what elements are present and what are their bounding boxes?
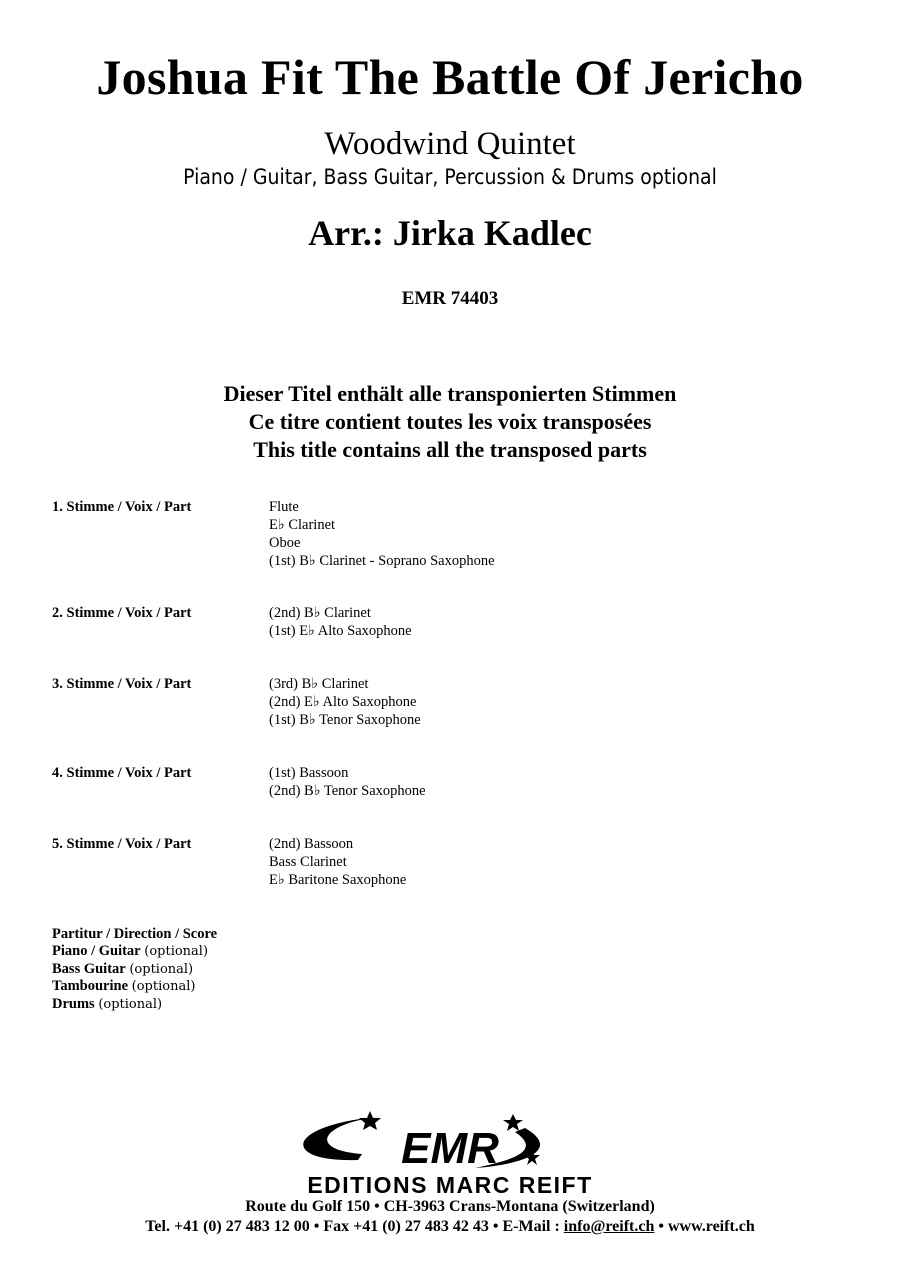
extra-drums: Drums (optional) <box>52 995 163 1012</box>
extra-score: Partitur / Direction / Score <box>52 926 218 942</box>
part-3-label: 3. Stimme / Voix / Part <box>52 676 192 692</box>
instrument: (1st) Bassoon <box>269 765 349 781</box>
star-icon <box>503 1114 523 1131</box>
part-4-label: 4. Stimme / Voix / Part <box>52 765 192 781</box>
instrument: E♭ Baritone Saxophone <box>269 872 407 888</box>
publisher-contact: Tel. +41 (0) 27 483 12 00 • Fax +41 (0) 27 483 42 43 • E-Mail : info@reift.ch • www.reift.ch <box>145 1218 755 1235</box>
part-2-label: 2. Stimme / Voix / Part <box>52 605 192 621</box>
publisher-address: Route du Golf 150 • CH-3963 Crans-Montana (Switzerland) <box>245 1198 655 1215</box>
instrument: (1st) E♭ Alto Saxophone <box>269 623 412 639</box>
arranger: Arr.: Jirka Kadlec <box>308 213 592 253</box>
instrument: (2nd) E♭ Alto Saxophone <box>269 694 417 710</box>
part-1-instruments <box>269 498 495 570</box>
notice-german: Dieser Titel enthält alle transponierten Stimmen <box>223 381 677 406</box>
catalog-number: EMR 74403 <box>401 288 499 309</box>
notice-english: This title contains all the transposed parts <box>253 437 647 462</box>
notice-french: Ce titre contient toutes les voix transposées <box>248 409 652 434</box>
extra-piano-guitar: Piano / Guitar (optional) <box>52 943 209 960</box>
instrument: (2nd) Bassoon <box>269 836 354 852</box>
part-5-label: 5. Stimme / Voix / Part <box>52 836 192 852</box>
extra-tambourine: Tambourine (optional) <box>52 978 196 995</box>
page-title: Joshua Fit The Battle Of Jericho <box>96 49 804 105</box>
extra-bass-guitar: Bass Guitar (optional) <box>52 960 194 977</box>
publisher-name: EDITIONS MARC REIFT <box>307 1172 593 1198</box>
instrument: E♭ Clarinet <box>269 517 336 533</box>
part-4-instruments <box>269 764 426 800</box>
instrument: Flute <box>269 499 299 515</box>
star-icon <box>359 1111 381 1130</box>
part-5-instruments <box>269 835 406 889</box>
extras-list <box>52 926 217 1013</box>
part-3-instruments <box>269 675 421 729</box>
part-1-label: 1. Stimme / Voix / Part <box>52 499 192 515</box>
instrument: (1st) B♭ Tenor Saxophone <box>269 712 421 728</box>
logo-mark: EMR <box>401 1124 499 1173</box>
subtitle: Woodwind Quintet <box>324 126 576 162</box>
instrument: (1st) B♭ Clarinet - Soprano Saxophone <box>269 553 495 569</box>
part-2-instruments <box>269 604 412 640</box>
instrument: Oboe <box>269 535 301 551</box>
instrument: (2nd) B♭ Tenor Saxophone <box>269 783 426 799</box>
instrument: (2nd) B♭ Clarinet <box>269 605 371 621</box>
instrumentation-line: Piano / Guitar, Bass Guitar, Percussion & Drums optional <box>183 165 717 189</box>
email-link[interactable]: info@reift.ch <box>563 1218 655 1235</box>
emr-logo <box>210 1108 690 1198</box>
website: • www.reift.ch <box>654 1218 755 1235</box>
instrument: (3rd) B♭ Clarinet <box>269 676 369 692</box>
instrument: Bass Clarinet <box>269 854 347 870</box>
